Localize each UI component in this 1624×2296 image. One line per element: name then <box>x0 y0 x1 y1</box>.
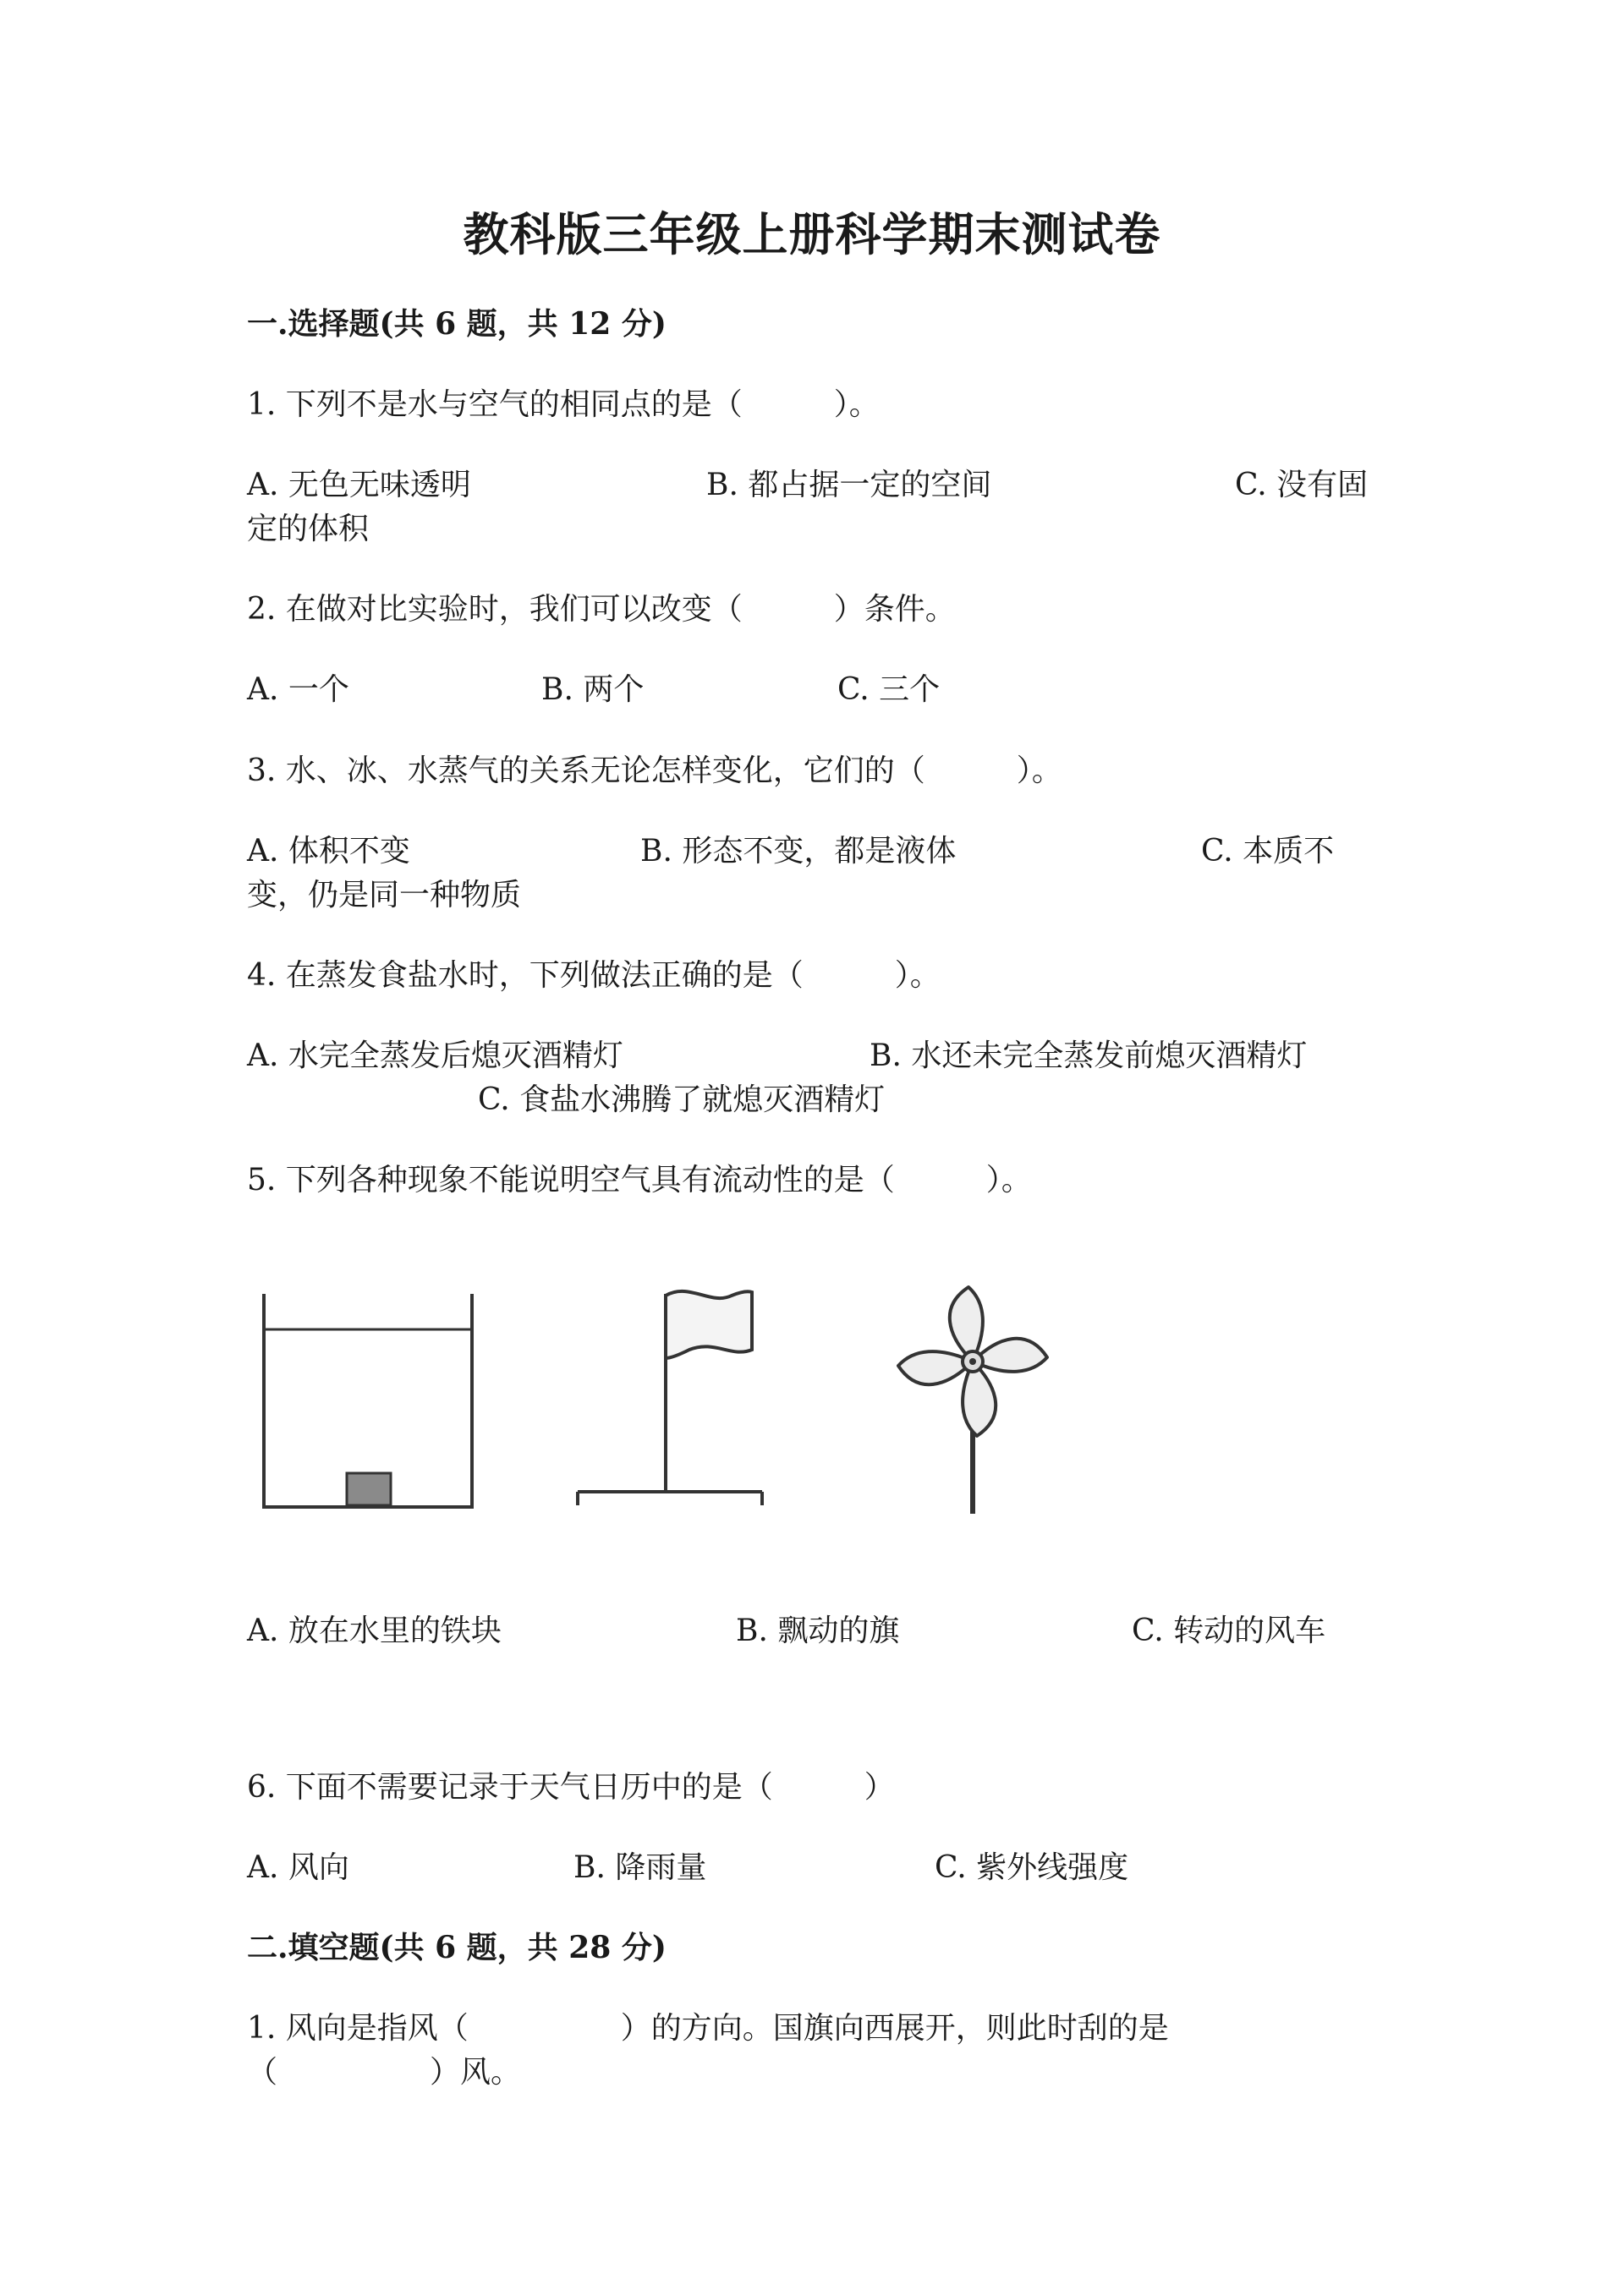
option-a: A. 无色无味透明 <box>247 468 471 502</box>
option-c: C. 本质不 <box>1201 834 1335 869</box>
option-a: A. 体积不变 <box>247 834 410 869</box>
option-c: C. 食盐水沸腾了就熄灭酒精灯 <box>478 1082 886 1117</box>
iron-block-in-water-figure <box>254 1285 482 1522</box>
option-c-continued: 变，仍是同一种物质 <box>247 878 522 912</box>
option-b: B. 飘动的旗 <box>736 1614 900 1648</box>
option-a: A. 风向 <box>247 1850 349 1885</box>
option-b: B. 水还未完全蒸发前熄灭酒精灯 <box>870 1038 1308 1073</box>
question-stem: 4. 在蒸发食盐水时，下列做法正确的是（ ）。 <box>247 958 941 993</box>
question-stem: 1. 下列不是水与空气的相同点的是（ ）。 <box>247 387 880 422</box>
option-c: C. 紫外线强度 <box>935 1850 1129 1885</box>
option-c: C. 没有固 <box>1235 468 1369 502</box>
option-a: A. 放在水里的铁块 <box>247 1614 502 1648</box>
pinwheel-figure <box>888 1277 1074 1522</box>
question-stem: 6. 下面不需要记录于天气日历中的是（ ） <box>247 1770 895 1805</box>
option-b: B. 形态不变，都是液体 <box>640 834 957 869</box>
option-c: C. 转动的风车 <box>1132 1614 1326 1648</box>
option-b: B. 都占据一定的空间 <box>706 468 992 502</box>
option-c-continued: 定的体积 <box>247 512 370 546</box>
iron-block <box>347 1473 391 1505</box>
option-a: A. 水完全蒸发后熄灭酒精灯 <box>247 1038 623 1073</box>
question-stem: 3. 水、冰、水蒸气的关系无论怎样变化，它们的（ ）。 <box>247 753 1062 788</box>
page-title: 教科版三年级上册科学期末测试卷 <box>463 207 1161 261</box>
question-stem: 2. 在做对比实验时，我们可以改变（ ）条件。 <box>247 592 956 627</box>
waving-flag-figure <box>571 1277 774 1514</box>
question-stem: 1. 风向是指风（ ）的方向。国旗向西展开，则此时刮的是 <box>247 2011 1169 2046</box>
question-stem: 5. 下列各种现象不能说明空气具有流动性的是（ ）。 <box>247 1163 1032 1197</box>
section-heading-fill-in: 二.填空题(共 6 题，共 28 分) <box>247 1930 667 1965</box>
option-a: A. 一个 <box>247 672 349 707</box>
flag-cloth <box>666 1291 752 1358</box>
question-stem-continued: （ ）风。 <box>247 2055 522 2090</box>
option-b: B. 两个 <box>541 672 645 707</box>
option-b: B. 降雨量 <box>573 1850 707 1885</box>
section-heading-choice: 一.选择题(共 6 题，共 12 分) <box>247 306 667 342</box>
option-c: C. 三个 <box>837 672 941 707</box>
